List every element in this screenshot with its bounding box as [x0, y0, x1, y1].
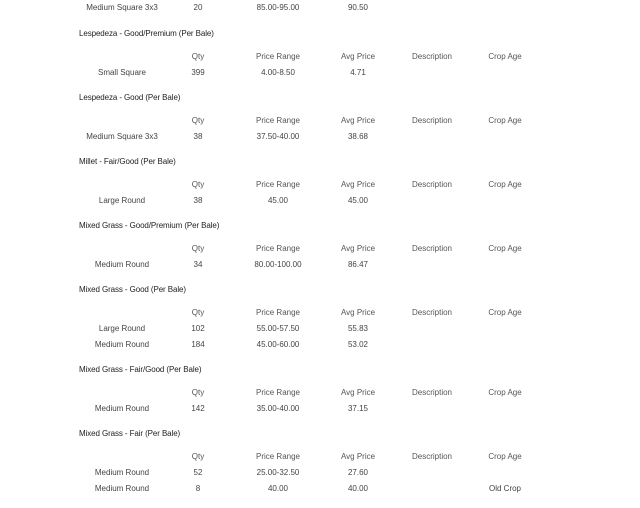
row-description: Large Round — [98, 196, 146, 205]
row-description: Medium Round — [94, 340, 150, 349]
row-qty: 20 — [193, 3, 203, 12]
description-header: Description — [411, 308, 453, 317]
table-row — [0, 467, 640, 479]
row-price-range: 25.00-32.50 — [256, 468, 300, 477]
row-avg-price: 90.50 — [347, 3, 369, 12]
row-crop-age: Old Crop — [488, 484, 522, 493]
table-row — [0, 67, 640, 79]
row-price-range: 40.00 — [267, 484, 289, 493]
row-description: Medium Round — [94, 404, 150, 413]
section-heading: Millet - Fair/Good (Per Bale) — [79, 157, 176, 166]
row-description: Medium Round — [94, 468, 150, 477]
column-header-row — [0, 243, 640, 255]
row-avg-price: 55.83 — [347, 324, 369, 333]
section-heading: Mixed Grass - Fair/Good (Per Bale) — [79, 365, 202, 374]
row-price-range: 55.00-57.50 — [256, 324, 300, 333]
qty-header: Qty — [191, 52, 205, 61]
row-description: Medium Square 3x3 — [86, 132, 158, 141]
row-qty: 38 — [193, 196, 203, 205]
row-qty: 102 — [191, 324, 205, 333]
crop-age-header: Crop Age — [488, 308, 522, 317]
row-description: Large Round — [98, 324, 146, 333]
column-header-row — [0, 451, 640, 463]
table-row — [0, 403, 640, 415]
price-range-header: Price Range — [255, 308, 301, 317]
section-heading: Mixed Grass - Fair (Per Bale) — [79, 429, 181, 438]
crop-age-header: Crop Age — [488, 244, 522, 253]
row-qty: 8 — [195, 484, 201, 493]
row-avg-price: 37.15 — [347, 404, 369, 413]
avg-price-header: Avg Price — [340, 116, 376, 125]
qty-header: Qty — [191, 180, 205, 189]
row-price-range: 45.00 — [267, 196, 289, 205]
row-price-range: 37.50-40.00 — [256, 132, 300, 141]
row-description: Medium Round — [94, 484, 150, 493]
row-qty: 34 — [193, 260, 203, 269]
column-header-row — [0, 51, 640, 63]
price-range-header: Price Range — [255, 388, 301, 397]
table-row — [0, 339, 640, 351]
table-row — [0, 131, 640, 143]
crop-age-header: Crop Age — [488, 116, 522, 125]
row-price-range: 4.00-8.50 — [261, 68, 295, 77]
section-heading: Lespedeza - Good/Premium (Per Bale) — [79, 29, 214, 38]
description-header: Description — [411, 452, 453, 461]
description-header: Description — [411, 244, 453, 253]
avg-price-header: Avg Price — [340, 180, 376, 189]
table-row — [0, 323, 640, 335]
table-row — [0, 483, 640, 495]
table-row — [0, 259, 640, 271]
row-qty: 52 — [193, 468, 203, 477]
qty-header: Qty — [191, 116, 205, 125]
avg-price-header: Avg Price — [340, 308, 376, 317]
row-price-range: 35.00-40.00 — [256, 404, 300, 413]
section-heading: Mixed Grass - Good/Premium (Per Bale) — [79, 221, 220, 230]
column-header-row — [0, 115, 640, 127]
row-qty: 399 — [191, 68, 205, 77]
row-price-range: 80.00-100.00 — [254, 260, 302, 269]
price-range-header: Price Range — [255, 452, 301, 461]
row-description: Medium Round — [94, 260, 150, 269]
column-header-row — [0, 387, 640, 399]
section-heading: Lespedeza - Good (Per Bale) — [79, 93, 181, 102]
row-description: Medium Square 3x3 — [86, 3, 158, 12]
description-header: Description — [411, 116, 453, 125]
avg-price-header: Avg Price — [340, 388, 376, 397]
price-range-header: Price Range — [255, 52, 301, 61]
crop-age-header: Crop Age — [488, 180, 522, 189]
table-row — [0, 195, 640, 207]
qty-header: Qty — [191, 452, 205, 461]
row-avg-price: 86.47 — [347, 260, 369, 269]
price-range-header: Price Range — [255, 180, 301, 189]
row-avg-price: 40.00 — [347, 484, 369, 493]
description-header: Description — [411, 52, 453, 61]
row-price-range: 85.00-95.00 — [256, 3, 300, 12]
avg-price-header: Avg Price — [340, 452, 376, 461]
price-range-header: Price Range — [255, 244, 301, 253]
avg-price-header: Avg Price — [340, 244, 376, 253]
row-avg-price: 53.02 — [347, 340, 369, 349]
table-row — [0, 2, 640, 18]
row-avg-price: 4.71 — [350, 68, 366, 77]
crop-age-header: Crop Age — [488, 388, 522, 397]
description-header: Description — [411, 388, 453, 397]
row-qty: 184 — [191, 340, 205, 349]
section-heading: Mixed Grass - Good (Per Bale) — [79, 285, 186, 294]
column-header-row — [0, 307, 640, 319]
column-header-row — [0, 179, 640, 191]
price-range-header: Price Range — [255, 116, 301, 125]
row-avg-price: 45.00 — [347, 196, 369, 205]
crop-age-header: Crop Age — [488, 52, 522, 61]
description-header: Description — [411, 180, 453, 189]
row-avg-price: 27.60 — [347, 468, 369, 477]
row-avg-price: 38.68 — [347, 132, 369, 141]
row-price-range: 45.00-60.00 — [256, 340, 300, 349]
qty-header: Qty — [191, 388, 205, 397]
row-qty: 38 — [193, 132, 203, 141]
qty-header: Qty — [191, 244, 205, 253]
avg-price-header: Avg Price — [340, 52, 376, 61]
row-description: Small Square — [97, 68, 147, 77]
qty-header: Qty — [191, 308, 205, 317]
crop-age-header: Crop Age — [488, 452, 522, 461]
row-qty: 142 — [191, 404, 205, 413]
